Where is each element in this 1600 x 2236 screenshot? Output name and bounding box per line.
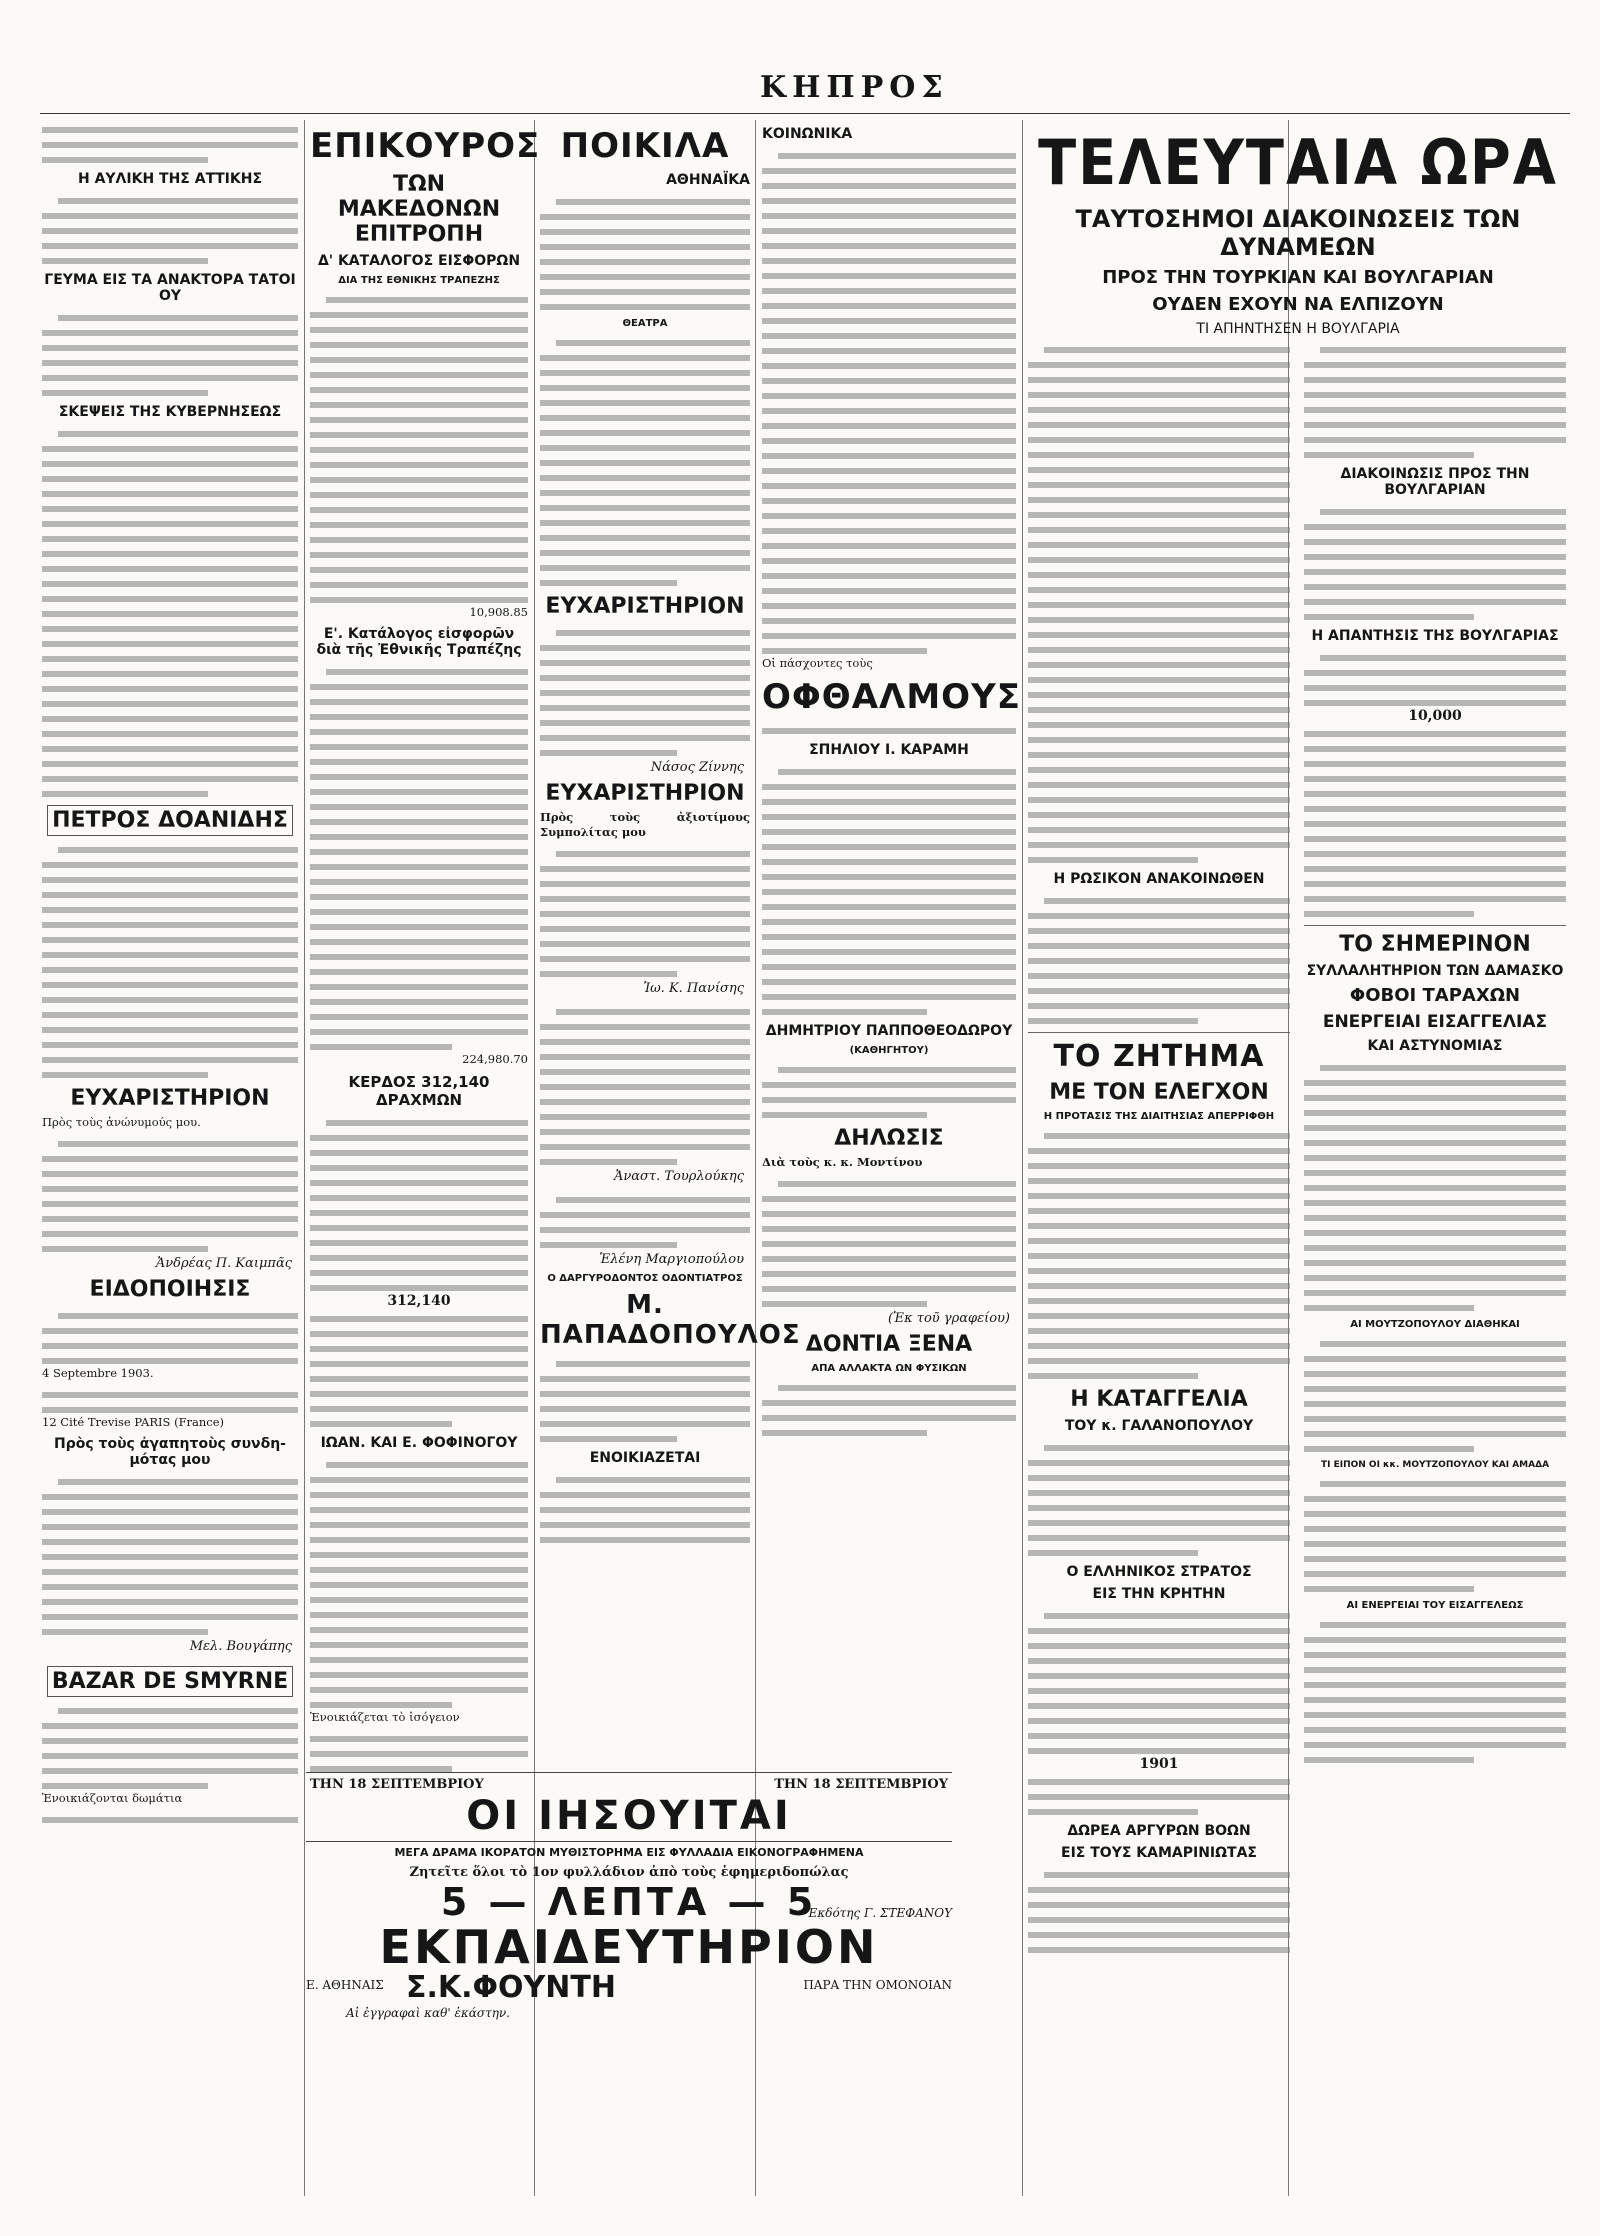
address-eidopoiisis: 12 Cité Trevise PARIS (France) — [42, 1415, 225, 1429]
column-3 — [540, 120, 801, 1766]
heading-dimitriou: ΔΗΜΗΤΡΙΟΥ ΠΑΠΠΟΘΕΟΔΩΡΟΥ — [765, 1023, 1013, 1039]
date-eidopoiisis: 4 Septembre 1903. — [42, 1366, 154, 1380]
heading-rwsikon: Η ΡΩΣΙΚΟΝ ΑΝΑΚΟΙΝΩΘΕΝ — [1053, 871, 1265, 887]
heading-epikouros: ΕΠΙΚΟΥΡΟΣ — [310, 126, 541, 166]
heading-ioan: ΙΩΑΝ. ΚΑΙ Ε. ΦΟΦΙΝΟΓΟΥ — [320, 1435, 518, 1451]
subheading-kataggelia: ΤΟΥ κ. ΓΑΛΑΝΟΠΟΥΛΟΥ — [1064, 1418, 1254, 1434]
banner-price: 5 — ΛΕΠΤΑ — 5 — [440, 1880, 818, 1924]
col5-right — [1304, 340, 1566, 1765]
heading-elegxon: ΜΕ ΤΟΝ ΕΛΕΓΧΟΝ — [1049, 1080, 1269, 1105]
heading-poikila: ΠΟΙΚΙΛΑ — [560, 126, 730, 166]
banner-subtitle: ΜΕΓΑ ΔΡΑΜΑ ΙΚΟΡΑΤΟΝ ΜΥΘΙΣΤΟΡΗΜΑ ΕΙΣ ΦΥΛΛΑΔΙΑ ΕΙΚΟΝΟΓΡΑΦΗΜΕΝΑ — [394, 1846, 864, 1859]
column-rule — [304, 120, 305, 2196]
heading-papadopoulos: Μ. ΠΑΠΑΔΟΠΟΥΛΟΣ — [540, 1290, 801, 1350]
total-1: 10,908.85 — [469, 605, 528, 619]
heading-diakoinosis: ΔΙΑΚΟΙΝΩΣΙΣ ΠΡΟΣ ΤΗΝ ΒΟΥΛΓΑΡΙΑΝ — [1340, 466, 1530, 498]
heading-dontia: ΔΟΝΤΙΑ ΞΕΝΑ — [805, 1332, 973, 1357]
subheading-dilosis: Διὰ τοὺς κ. κ. Μοντίνου — [762, 1155, 923, 1169]
heading-eidopoiisis: ΕΙΔΟΠΟΙΗΣΙΣ — [89, 1277, 251, 1302]
signature-zinnis: Νάσος Ζίννης — [650, 760, 744, 775]
subheading-euxaristirion-2: Πρὸς τοὺς ἀξιοτίμους Συμπολίτας μου — [540, 810, 750, 839]
footer-note-col1: Ἐνοικιάζονται δωμάτια — [42, 1791, 183, 1805]
subheading-stratos: ΕΙΣ ΤΗΝ ΚΡΗΤΗΝ — [1092, 1586, 1226, 1602]
heading-pros-dimotas: Πρὸς τοὺς ἀγαπητοὺς συνδη-μότας μου — [54, 1436, 286, 1468]
subheading-dorea: ΕΙΣ ΤΟΥΣ ΚΑΜΑΡΙΝΙΩΤΑΣ — [1061, 1845, 1257, 1861]
heading-petros: ΠΕΤΡΟΣ ΔΟΑΝΙΔΗΣ — [47, 805, 293, 836]
heading-ti-apantisi: ΤΙ ΑΠΗΝΤΗΣΕΝ Η ΒΟΥΛΓΑΡΙΑ — [1196, 321, 1400, 337]
heading-foboi: ΦΟΒΟΙ ΤΑΡΑΧΩΝ — [1349, 985, 1521, 1006]
iisoutitai-details — [306, 1846, 952, 1924]
column-4 — [762, 120, 1021, 1766]
school-title: ΕΚΠΑΙΔΕΥΤΗΡΙΟΝ — [379, 1920, 879, 1974]
banner-date-left: ΤΗΝ 18 ΣΕΠΤΕΜΒΡΙΟΥ — [310, 1777, 484, 1792]
heading-pros-tourkian: ΠΡΟΣ ΤΗΝ ΤΟΥΡΚΙΑΝ ΚΑΙ ΒΟΥΛΓΑΡΙΑΝ — [1102, 267, 1494, 288]
heading-kataggelia: Η ΚΑΤΑΓΓΕΛΙΑ — [1070, 1387, 1248, 1412]
heading-ouden: ΟΥΔΕΝ ΕΧΟΥΝ ΝΑ ΕΛΠΙΖΟΥΝ — [1152, 294, 1444, 315]
banner-publisher: Ἐκδότης Γ. ΣΤΕΦΑΝΟΥ — [807, 1906, 952, 1920]
banner-note: Ζητεῖτε ὅλοι τὸ 1ον φυλλάδιον ἀπὸ τοὺς ἐφημεριδοπώλας — [409, 1865, 849, 1880]
signature-tourloukis: Ἀναστ. Τουρλούκης — [613, 1169, 744, 1184]
column-5 — [1028, 120, 1568, 2196]
subheading-pathiseis: Οἱ πάσχοντες τοὺς — [762, 656, 873, 670]
heading-disimerinon: ΤΟ ΣΗΜΕΡΙΝΟΝ — [1339, 932, 1531, 957]
subheading-athinaika: ΑΘΗΝΑΪΚΑ — [666, 172, 750, 188]
column-rule — [1022, 120, 1023, 2196]
school-left: Ε. ΑΘΗΝΑΙΣ — [306, 1978, 384, 1992]
heading-theatra: ΘΕΑΤΡΑ — [622, 318, 668, 329]
footer-note-col2: Ἐνοικιάζεται τὸ ἰσόγειον — [310, 1710, 460, 1724]
subheading-dontia: ΑΠΑ ΑΛΛΑΚΤΑ ΩΝ ΦΥΣΙΚΩΝ — [811, 1363, 967, 1374]
signature-margiopoulou: Ἑλένη Μαργιοπούλου — [599, 1252, 744, 1267]
masthead-title: ΚΗΠΡΟΣ — [760, 70, 949, 105]
heading-ofthalmous: ΟΦΘΑΛΜΟΥΣ — [762, 677, 1021, 717]
col5-left — [1028, 340, 1290, 1955]
ekpaideutirion-ad — [306, 1920, 952, 2020]
heading-energeiai: ΕΝΕΡΓΕΙΑΙ ΕΙΣΑΓΓΕΛΙΑΣ — [1322, 1012, 1548, 1032]
school-right: ΠΑΡΑ ΤΗΝ ΟΜΟΝΟΙΑΝ — [803, 1978, 952, 1992]
amount-kerdos: 312,140 — [387, 1293, 451, 1309]
subheading-katalogos: ΔΙΑ ΤΗΣ ΕΘΝΙΚΗΣ ΤΡΑΠΕΖΗΣ — [338, 275, 500, 286]
school-note: Αἱ ἐγγραφαὶ καθ' ἑκάστην. — [346, 2006, 511, 2020]
heading-ti-eipon: ΤΙ ΕΙΠΟΝ ΟΙ κκ. ΜΟΥΤΖΟΠΟΥΛΟΥ ΚΑΙ ΑΜΑΔΑ — [1320, 1460, 1550, 1470]
subheading-dimitriou: (ΚΑΘΗΓΗΤΟΥ) — [849, 1045, 929, 1056]
signature-kaimpas: Ἀνδρέας Π. Καιμπᾶς — [155, 1256, 292, 1271]
heading-apantisis: Η ΑΠΑΝΤΗΣΙΣ ΤΗΣ ΒΟΥΛΓΑΡΙΑΣ — [1311, 628, 1559, 644]
banner-date-right: ΤΗΝ 18 ΣΕΠΤΕΜΒΡΙΟΥ — [774, 1777, 948, 1792]
subheading-elegxon: Η ΠΡΟΤΑΣΙΣ ΤΗΣ ΔΙΑΙΤΗΣΙΑΣ ΑΠΕΡΡΙΦΘΗ — [1043, 1111, 1275, 1122]
heading-koinonika: ΚΟΙΝΩΝΙΚΑ — [762, 126, 853, 142]
heading-bazar: BAZAR DE SMYRNE — [47, 1666, 293, 1697]
heading-gewma: ΓΕΥΜΑ ΕΙΣ ΤΑ ΑΝΑΚΤΟΡΑ ΤΑΤΟΙ ΟΥ — [44, 272, 296, 304]
heading-dorea: ΔΩΡΕΑ ΑΡΓΥΡΩΝ ΒΟΩΝ — [1067, 1823, 1251, 1839]
heading-katalogos: Δ' ΚΑΤΑΛΟΓΟΣ ΕΙΣΦΟΡΩΝ — [317, 253, 521, 269]
signature-grafeiou: (Ἐκ τοῦ γραφείου) — [887, 1311, 1010, 1326]
banner-title: ΟΙ ΙΗΣΟΥΙΤΑΙ — [466, 1793, 792, 1839]
column-1 — [42, 120, 298, 2196]
iisoutitai-banner — [306, 1772, 952, 1842]
subheading-disimerinon: ΣΥΛΛΑΛΗΤΗΡΙΟΝ ΤΩΝ ΔΑΜΑΣΚΟ — [1306, 963, 1564, 979]
amount-1901: 1901 — [1139, 1756, 1179, 1772]
heading-enoikiasis: ΕΝΟΙΚΙΑΖΕΤΑΙ — [589, 1450, 701, 1466]
heading-kerdos: ΚΕΡΔΟΣ 312,140 ΔΡΑΧΜΩΝ — [348, 1073, 490, 1109]
heading-dilosis: ΔΗΛΩΣΙΣ — [834, 1126, 944, 1151]
heading-aulikh: Η ΑΥΛΙΚΗ ΤΗΣ ΑΤΤΙΚΗΣ — [77, 171, 263, 187]
heading-tautosimoi: ΤΑΥΤΟΣΗΜΟΙ ΔΙΑΚΟΙΝΩΣΕΙΣ ΤΩΝ ΔΥΝΑΜΕΩΝ — [1075, 205, 1521, 261]
heading-zitima: ΤΟ ΖΗΤΗΜΑ — [1053, 1039, 1265, 1074]
signature-bouvapis: Μελ. Βουγάπης — [189, 1639, 292, 1654]
heading-skepseis: ΣΚΕΨΕΙΣ ΤΗΣ ΚΥΒΕΡΝΗΣΕΩΣ — [58, 404, 282, 420]
heading-euxaristirion-2: ΕΥΧΑΡΙΣΤΗΡΙΟΝ — [545, 781, 745, 806]
heading-euxaristirion-col3: ΕΥΧΑΡΙΣΤΗΡΙΟΝ — [545, 594, 745, 619]
heading-ton-makedonon: ΤΩΝ ΜΑΚΕΔΟΝΩΝ ΕΠΙΤΡΟΠΗ — [337, 172, 501, 247]
total-2: 224,980.70 — [462, 1052, 528, 1066]
heading-katalogos-2: Ε'. Κατάλογος εἰσφορῶν διὰ τῆς Ἐθνικῆς Τραπέζης — [316, 626, 522, 658]
heading-stratos: Ο ΕΛΛΗΝΙΚΟΣ ΣΤΡΑΤΟΣ — [1066, 1564, 1252, 1580]
heading-moutzopoulou: ΑΙ ΜΟΥΤΖΟΠΟΥΛΟΥ ΔΙΑΘΗΚΑΙ — [1350, 1319, 1520, 1330]
signature-panisos: Ἰω. Κ. Πανίσης — [643, 981, 744, 996]
subheading-energeiai: ΚΑΙ ΑΣΤΥΝΟΜΙΑΣ — [1367, 1038, 1503, 1054]
heading-teleutaia-ora: ΤΕΛΕΥΤΑΙΑ ΩΡΑ — [1038, 126, 1558, 199]
heading-euxaristirion: ΕΥΧΑΡΙΣΤΗΡΙΟΝ — [70, 1086, 270, 1111]
masthead-rule — [40, 113, 1570, 114]
subheading-euxaristirion: Πρὸς τοὺς ἀνώνυμούς μου. — [42, 1115, 201, 1129]
masthead — [0, 0, 1600, 105]
heading-energeiai-2: ΑΙ ΕΝΕΡΓΕΙΑΙ ΤΟΥ ΕΙΣΑΓΓΕΛΕΩΣ — [1346, 1600, 1524, 1611]
subheading-ofthalmous: ΣΠΗΛΙΟΥ Ι. ΚΑΡΑΜΗ — [809, 742, 969, 758]
heading-odontiatros: Ο ΔΑΡΓΥΡΟΔΟΝΤΟΣ ΟΔΟΝΤΙΑΤΡΟΣ — [547, 1273, 743, 1284]
school-name: Σ.Κ.ΦΟΥΝΤΗ — [406, 1970, 616, 2005]
amount-10000: 10,000 — [1408, 708, 1462, 724]
